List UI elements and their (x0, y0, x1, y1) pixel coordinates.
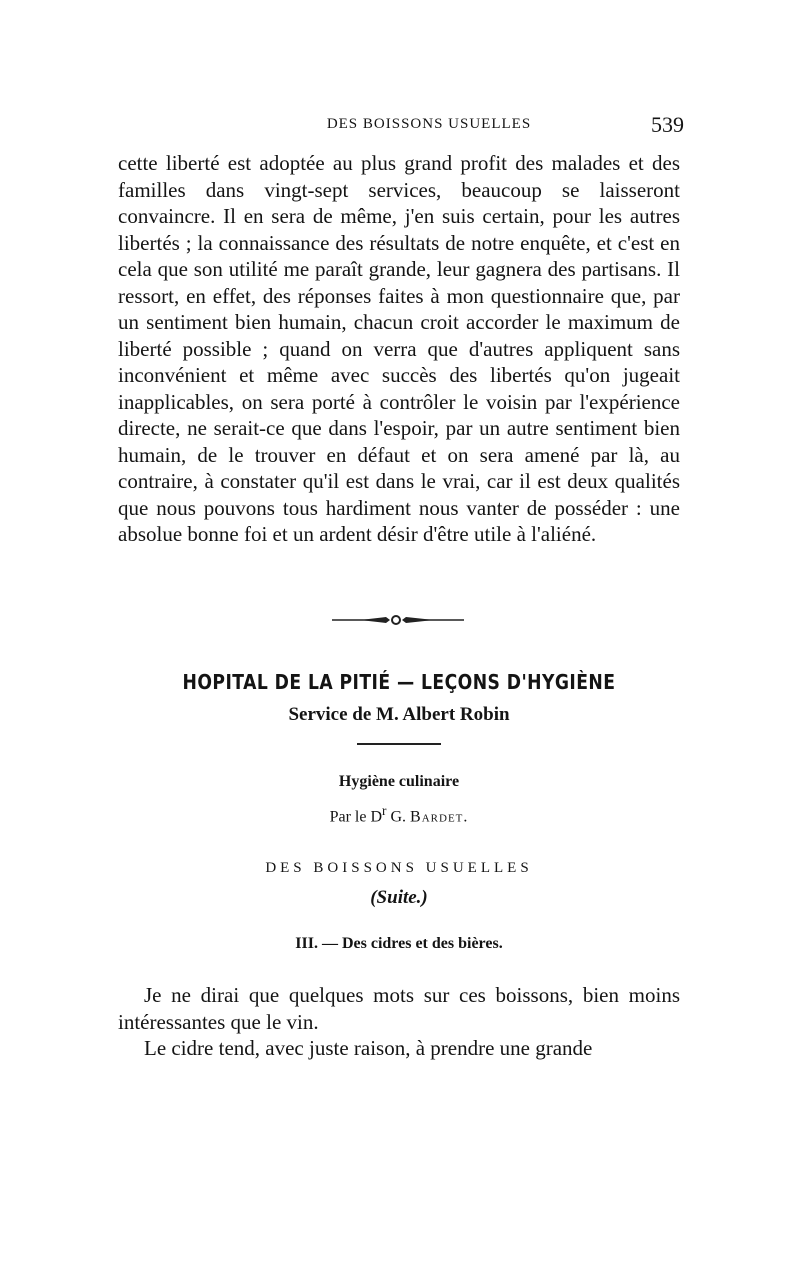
author-name: Bardet. (410, 808, 469, 826)
running-head (118, 112, 684, 142)
page-number: 539 (651, 112, 684, 137)
author-prefix: Par le D (329, 808, 383, 826)
body-paragraph: Je ne dirai que quelques mots sur ces boissons, bien moins intéressantes que le vin. (118, 983, 680, 1034)
running-head-title: DES BOISSONS USUELLES (326, 116, 532, 132)
service-line: Service de M. Albert Robin (288, 704, 510, 725)
author-line (118, 803, 680, 826)
article-subtitle: (Suite.) (370, 887, 428, 908)
author-initial: G. (386, 808, 411, 826)
author-title-superscript: r (382, 803, 387, 818)
section-heading: HOPITAL DE LA PITIÉ — LEÇONS D'HYGIÈNE (182, 670, 616, 694)
chapter-heading: III. — Des cidres et des bières. (295, 935, 503, 952)
body-paragraph: Le cidre tend, avec juste raison, à prendre une grande (144, 1036, 593, 1060)
body-paragraph: cette liberté est adoptée au plus grand profit des malades et des familles dans vingt-sept services, beaucoup se laisseront convaincre. Il en sera de même, j'en suis certain, pour les autres libertés ; la connaissance des résultats de notre enquête, et c'est en cela que son utilité me paraît grande, leur gagnera des partisans. Il ressort, en effet, des réponses faites à mon questionnaire que, par un sentiment bien humain, chacun croit accorder le maximum de liberté possible ; quand on verra que d'autres appliquent sans inconvénient et même avec succès des libertés qu'on jugeait inapplicables, on sera porté à contrôler le voisin par l'expérience directe, ne serait-ce que dans l'espoir, par un autre sentiment bien humain, de le trouver en défaut et on sera amené par là, au contraire, à constater qu'il est dans le vrai, car il est deux qualités que nous pouvons tous hardiment nous vanter de posséder : une absolue bonne foi et un ardent désir d'être utile à l'aliéné. (118, 151, 680, 546)
subsection-title: Hygiène culinaire (338, 773, 460, 790)
article-title: DES BOISSONS USUELLES (265, 860, 533, 876)
section-divider-ornament (330, 613, 466, 627)
divider-rule (357, 743, 441, 745)
